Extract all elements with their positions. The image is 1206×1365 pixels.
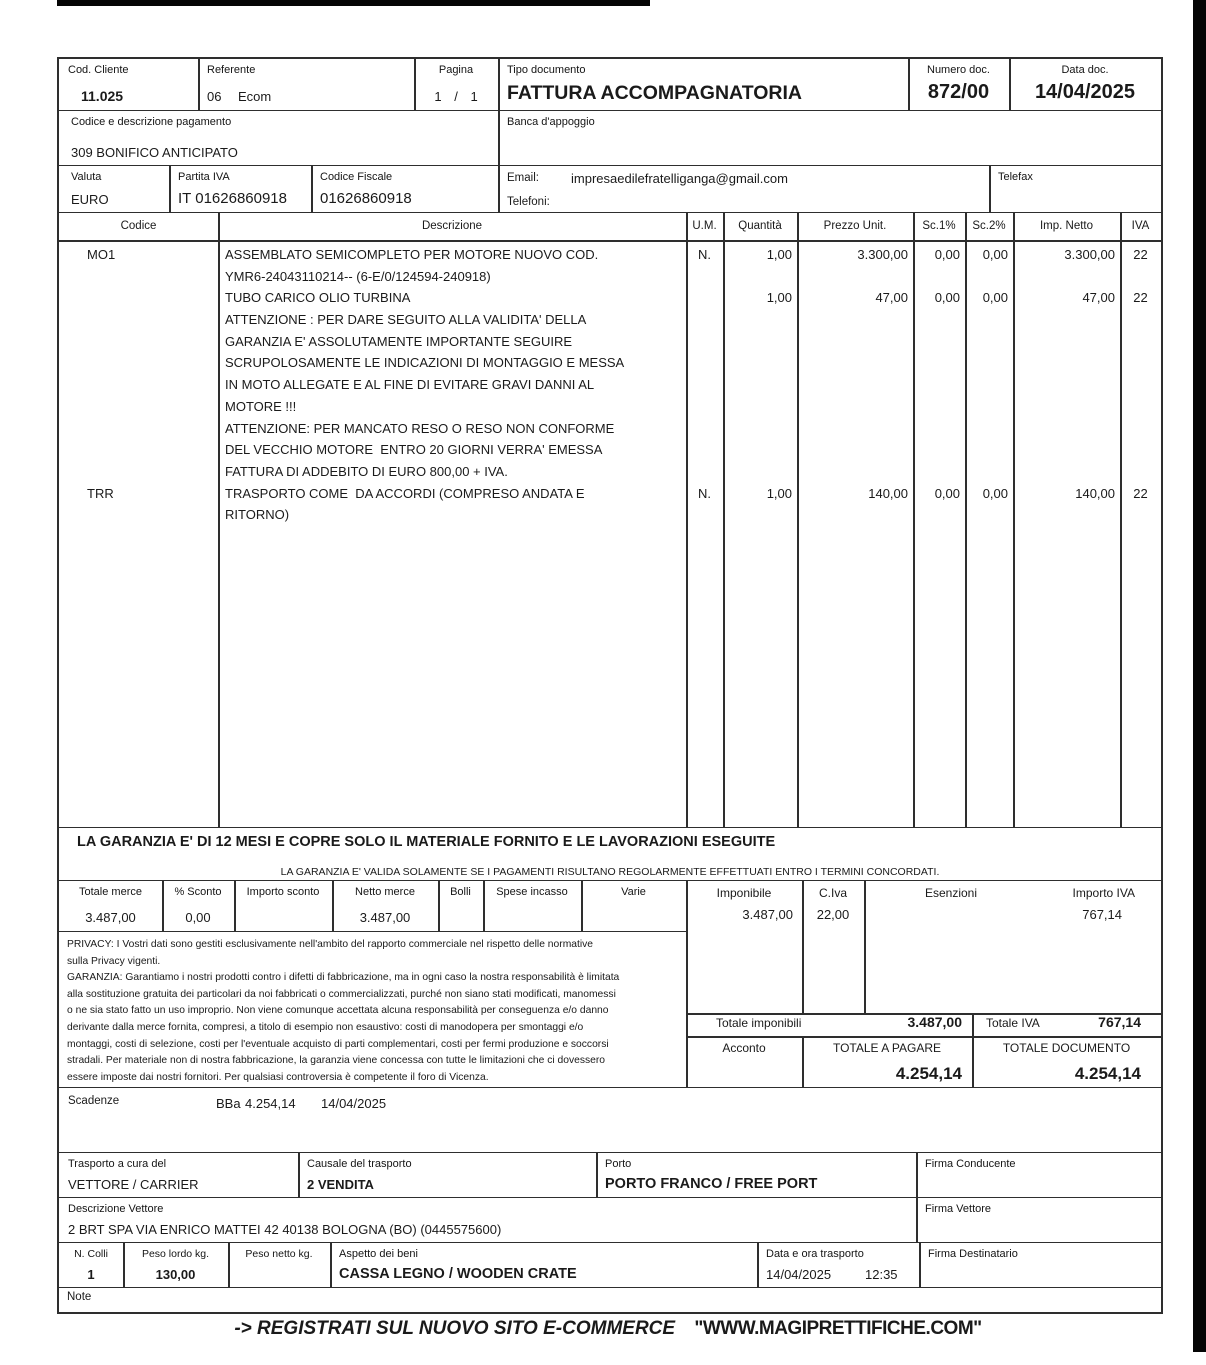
item-vat: 22 [1133,485,1148,501]
tax-box [686,881,1161,1088]
sconto-pct-cell [162,881,234,931]
tipo-documento-cell [498,59,908,110]
item-description: TUBO CARICO OLIO TURBINA [225,290,411,306]
privacy-line: alla sostituzione gratuita dei particolari da noi fabbricati o commercializzati, purché non siano stati modificati, manomessi [67,988,616,1000]
item-description: IN MOTO ALLEGATE E AL FINE DI EVITARE GRAVI DANNI AL [225,377,595,393]
esenzioni-label: Esenzioni [924,886,978,900]
importo-sconto-label: Importo sconto [246,886,320,898]
item-line [59,484,1161,506]
header-row-3 [59,165,1161,213]
pagina-cell [414,59,498,110]
totale-imponibili-value: 3.487,00 [907,1014,962,1030]
banca-cell [498,111,1161,166]
item-line [59,310,1161,332]
n-colli-value: 1 [87,1267,95,1282]
footer-banner [57,1318,1159,1340]
item-vat: 22 [1133,290,1148,306]
civa-value: 22,00 [816,907,850,922]
privacy-line: o ne sia stato fatto un uso improprio. Non viene comunque accettata alcuna responsabilità per conseguenza e/o danno [67,1005,609,1017]
n-colli-label: N. Colli [74,1248,108,1260]
tipo-documento-label: Tipo documento [507,64,586,76]
banca-label: Banca d'appoggio [507,116,595,128]
footer-register-text: -> REGISTRATI SUL NUOVO SITO E-COMMERCE [234,1318,676,1339]
n-colli-cell [59,1243,123,1288]
firma-destinatario-label: Firma Destinatario [928,1248,1018,1260]
totale-a-pagare-label: TOTALE A PAGARE [832,1041,942,1055]
importo-iva-label: Importo IVA [1072,886,1135,900]
aspetto-beni-value: CASSA LEGNO / WOODEN CRATE [339,1266,577,1282]
col-iva: IVA [1131,220,1150,232]
item-unit-price: 140,00 [868,485,908,501]
causale-value: 2 VENDITA [307,1177,374,1192]
note-row [59,1287,1161,1313]
bolli-label: Bolli [450,886,471,898]
item-discount1: 0,00 [934,485,960,501]
peso-lordo-value: 130,00 [155,1267,196,1282]
netto-merce-cell [332,881,438,931]
transport-row-1 [59,1152,1161,1198]
sconto-pct-value: 0,00 [185,910,211,925]
privacy-line: montaggi, costi di selezione, costi per l'eventuale acquisto di parti complementari, costi per fermi produzione e soccorsi [67,1038,609,1050]
aspetto-beni-cell [330,1243,757,1288]
pagamento-value: 309 BONIFICO ANTICIPATO [71,145,238,160]
peso-lordo-cell [123,1243,228,1288]
acconto-label: Acconto [722,1041,766,1055]
privacy-line: essere imposte dai nostri fornitori. Per qualsiasi controversia è competente il foro di Vicenza. [67,1071,489,1083]
col-codice: Codice [120,220,157,232]
trasporto-label: Trasporto a cura del [68,1158,167,1170]
totale-documento-value: 4.254,14 [1074,1064,1141,1083]
item-net-amount: 3.300,00 [1064,247,1115,262]
item-description: ATTENZIONE: PER MANCATO RESO O RESO NON CONFORME [225,420,615,436]
importo-iva-value: 767,14 [1082,907,1122,922]
item-line [59,332,1161,354]
bolli-cell [438,881,483,931]
peso-lordo-label: Peso lordo kg. [141,1248,210,1260]
item-line [59,245,1161,267]
item-description: SCRUPOLOSAMENTE LE INDICAZIONI DI MONTAGGIO E MESSA [225,355,625,371]
note-label: Note [67,1291,92,1303]
item-line [59,462,1161,484]
valuta-cell [59,166,169,213]
transport-row-3 [59,1242,1161,1288]
firma-conducente-cell [916,1153,1161,1198]
warranty-main-text: LA GARANZIA E' DI 12 MESI E COPRE SOLO IL MATERIALE FORNITO E LE LAVORAZIONI ESEGUITE [77,834,776,850]
items-table [59,212,1161,828]
firma-vettore-cell [916,1198,1161,1243]
summary-section [59,880,1161,1088]
pagamento-cell [59,111,498,166]
privacy-line: sulla Privacy vigenti. [67,955,161,967]
sconto-pct-label: % Sconto [174,886,222,898]
telefoni-label: Telefoni: [507,196,550,208]
invoice-frame [57,57,1163,1314]
telefax-label: Telefax [998,171,1033,183]
numero-doc-label: Numero doc. [927,64,990,76]
col-imp-netto: Imp. Netto [1039,220,1094,232]
warranty-band [59,827,1161,881]
transport-row-2 [59,1197,1161,1243]
scadenze-row [59,1087,1161,1153]
col-quantita: Quantità [738,220,782,232]
pagina-label: Pagina [438,64,474,76]
pagina-total: 1 [470,89,478,104]
totale-documento-label: TOTALE DOCUMENTO [1002,1041,1131,1055]
causale-cell [298,1153,596,1198]
totale-imponibili-label: Totale imponibili [716,1016,802,1030]
valuta-value: EURO [71,192,109,207]
numero-doc-cell [908,59,1009,110]
porto-label: Porto [605,1158,632,1170]
item-line [59,419,1161,441]
varie-label: Varie [621,886,646,898]
firma-destinatario-cell [919,1243,1161,1288]
peso-netto-cell [228,1243,330,1288]
totale-iva-value: 767,14 [1098,1014,1141,1030]
spese-incasso-cell [483,881,581,931]
item-description: ASSEMBLATO SEMICOMPLETO PER MOTORE NUOVO COD. [225,247,599,262]
col-descrizione: Descrizione [421,220,483,232]
referente-num: 06 [207,89,222,104]
partita-iva-cell [169,166,311,213]
ora-trasporto-value: 12:35 [865,1267,898,1282]
data-doc-cell [1009,59,1161,110]
item-description: ATTENZIONE : PER DARE SEGUITO ALLA VALIDITA' DELLA [225,312,587,328]
totale-iva-label: Totale IVA [986,1016,1040,1030]
pagina-current: 1 [434,89,442,104]
codice-fiscale-label: Codice Fiscale [320,171,393,183]
firma-vettore-label: Firma Vettore [925,1203,992,1215]
aspetto-beni-label: Aspetto dei beni [339,1248,418,1260]
cod-cliente-cell [59,59,198,110]
scadenze-label: Scadenze [68,1095,120,1107]
item-line [59,375,1161,397]
item-discount1: 0,00 [934,247,960,262]
item-line [59,440,1161,462]
scadenze-code: BBa [216,1096,241,1111]
privacy-line: GARANZIA: Garantiamo i nostri prodotti contro i difetti di fabbricazione, ma in ogni caso la nostra responsabilità è limitata [67,972,620,984]
privacy-text-block [59,931,686,1088]
item-quantity: 1,00 [766,290,792,306]
email-label: Email: [507,172,539,184]
privacy-line: stradali. Per materiale non di nostra fabbricazione, la garanzia viene concessa con tutte le limitazioni che ci dovessero [67,1055,606,1067]
referente-name: Ecom [238,89,272,104]
header-row-1 [59,59,1161,110]
totale-merce-label: Totale merce [79,886,142,898]
item-line [59,505,1161,527]
pagamento-label: Codice e descrizione pagamento [71,116,232,128]
header-row-2 [59,110,1161,166]
item-vat: 22 [1133,247,1148,262]
referente-label: Referente [207,64,256,76]
tipo-documento-value: FATTURA ACCOMPAGNATORIA [507,82,803,104]
netto-merce-label: Netto merce [355,886,415,898]
item-discount2: 0,00 [982,290,1008,306]
porto-cell [596,1153,916,1198]
data-doc-value: 14/04/2025 [1034,81,1136,103]
item-quantity: 1,00 [766,485,792,501]
civa-label: C.Iva [818,886,847,900]
codice-fiscale-value: 01626860918 [320,190,412,207]
partita-iva-label: Partita IVA [178,171,230,183]
col-sc2: Sc.2% [972,220,1006,232]
totale-a-pagare-value: 4.254,14 [895,1064,962,1083]
item-unit-price: 47,00 [875,290,908,306]
item-quantity: 1,00 [766,247,792,262]
importo-sconto-cell [234,881,332,931]
item-description: MOTORE !!! [225,398,297,414]
imponibile-value: 3.487,00 [742,907,793,922]
totale-merce-value: 3.487,00 [85,910,136,925]
item-code: MO1 [87,247,116,262]
items-body [59,240,1161,828]
partita-iva-value: IT 01626860918 [178,190,287,207]
cod-cliente-label: Cod. Cliente [68,64,129,76]
totale-merce-cell [59,881,162,931]
item-discount2: 0,00 [982,485,1008,501]
cod-cliente-value: 11.025 [81,88,124,104]
data-ora-trasporto-label: Data e ora trasporto [766,1248,864,1260]
pagina-value [414,89,498,104]
item-net-amount: 140,00 [1075,485,1115,501]
causale-label: Causale del trasporto [307,1158,412,1170]
item-line [59,397,1161,419]
descrizione-vettore-cell [59,1198,916,1243]
warranty-sub-text: LA GARANZIA E' VALIDA SOLAMENTE SE I PAGAMENTI RISULTANO REGOLARMENTE EFFETTUATI ENTRO I TERMINI CONCORDATI. [280,866,940,878]
scadenze-amount: 4.254,14 [245,1096,296,1111]
telefax-cell [989,166,1161,213]
imponibile-label: Imponibile [716,886,772,900]
footer-website-text: "WWW.MAGIPRETTIFICHE.COM" [694,1318,982,1339]
privacy-line: derivante dalla merce fornita, compresi, a titolo di esempio non esaustivo: costi di manodopera per smontaggi e/o [67,1021,584,1033]
item-code: TRR [87,485,114,501]
col-prezzo-unit: Prezzo Unit. [823,220,887,232]
item-net-amount: 47,00 [1082,290,1115,306]
item-description: YMR6-24043110214-- (6-E/0/124594-240918) [225,268,491,284]
item-um: N. [698,247,711,262]
porto-value: PORTO FRANCO / FREE PORT [605,1176,818,1192]
item-line [59,353,1161,375]
trasporto-value: VETTORE / CARRIER [68,1177,199,1192]
peso-netto-label: Peso netto kg. [245,1248,313,1260]
item-description: GARANZIA E' ASSOLUTAMENTE IMPORTANTE SEGUIRE [225,333,573,349]
netto-merce-value: 3.487,00 [359,910,411,925]
data-doc-label: Data doc. [1061,64,1109,76]
item-discount1: 0,00 [934,290,960,306]
numero-doc-value: 872/00 [927,81,990,103]
item-unit-price: 3.300,00 [857,247,908,262]
data-ora-trasporto-cell [757,1243,919,1288]
referente-cell [198,59,414,110]
item-um: N. [698,485,711,501]
descrizione-vettore-value: 2 BRT SPA VIA ENRICO MATTEI 42 40138 BOLOGNA (BO) (0445575600) [68,1222,502,1237]
item-line [59,288,1161,310]
descrizione-vettore-label: Descrizione Vettore [68,1203,164,1215]
spese-incasso-label: Spese incasso [496,886,568,898]
item-description: FATTURA DI ADDEBITO DI EURO 800,00 + IVA. [225,463,508,479]
scadenze-date: 14/04/2025 [321,1096,387,1111]
col-sc1: Sc.1% [922,220,956,232]
trasporto-cell [59,1153,298,1198]
data-trasporto-value: 14/04/2025 [766,1267,832,1282]
valuta-label: Valuta [71,171,102,183]
email-telefoni-cell [498,166,989,213]
item-description: RITORNO) [225,507,290,523]
item-description: DEL VECCHIO MOTORE ENTRO 20 GIORNI VERRA' EMESSA [225,442,603,458]
scan-artifact-top-bar [57,0,650,6]
item-discount2: 0,00 [982,247,1008,262]
firma-conducente-label: Firma Conducente [925,1158,1016,1170]
email-value: impresaedilefratelliganga@gmail.com [571,171,788,186]
codice-fiscale-cell [311,166,498,213]
item-description: TRASPORTO COME DA ACCORDI (COMPRESO ANDATA E [225,485,585,501]
varie-cell [581,881,686,931]
privacy-line: PRIVACY: I Vostri dati sono gestiti esclusivamente nell'ambito del rapporto commerciale nel rispetto delle normative [67,939,594,950]
item-line [59,267,1161,289]
col-um: U.M. [692,220,717,232]
pagina-separator: / [454,89,458,104]
scan-artifact-right-bar [1193,0,1206,1352]
